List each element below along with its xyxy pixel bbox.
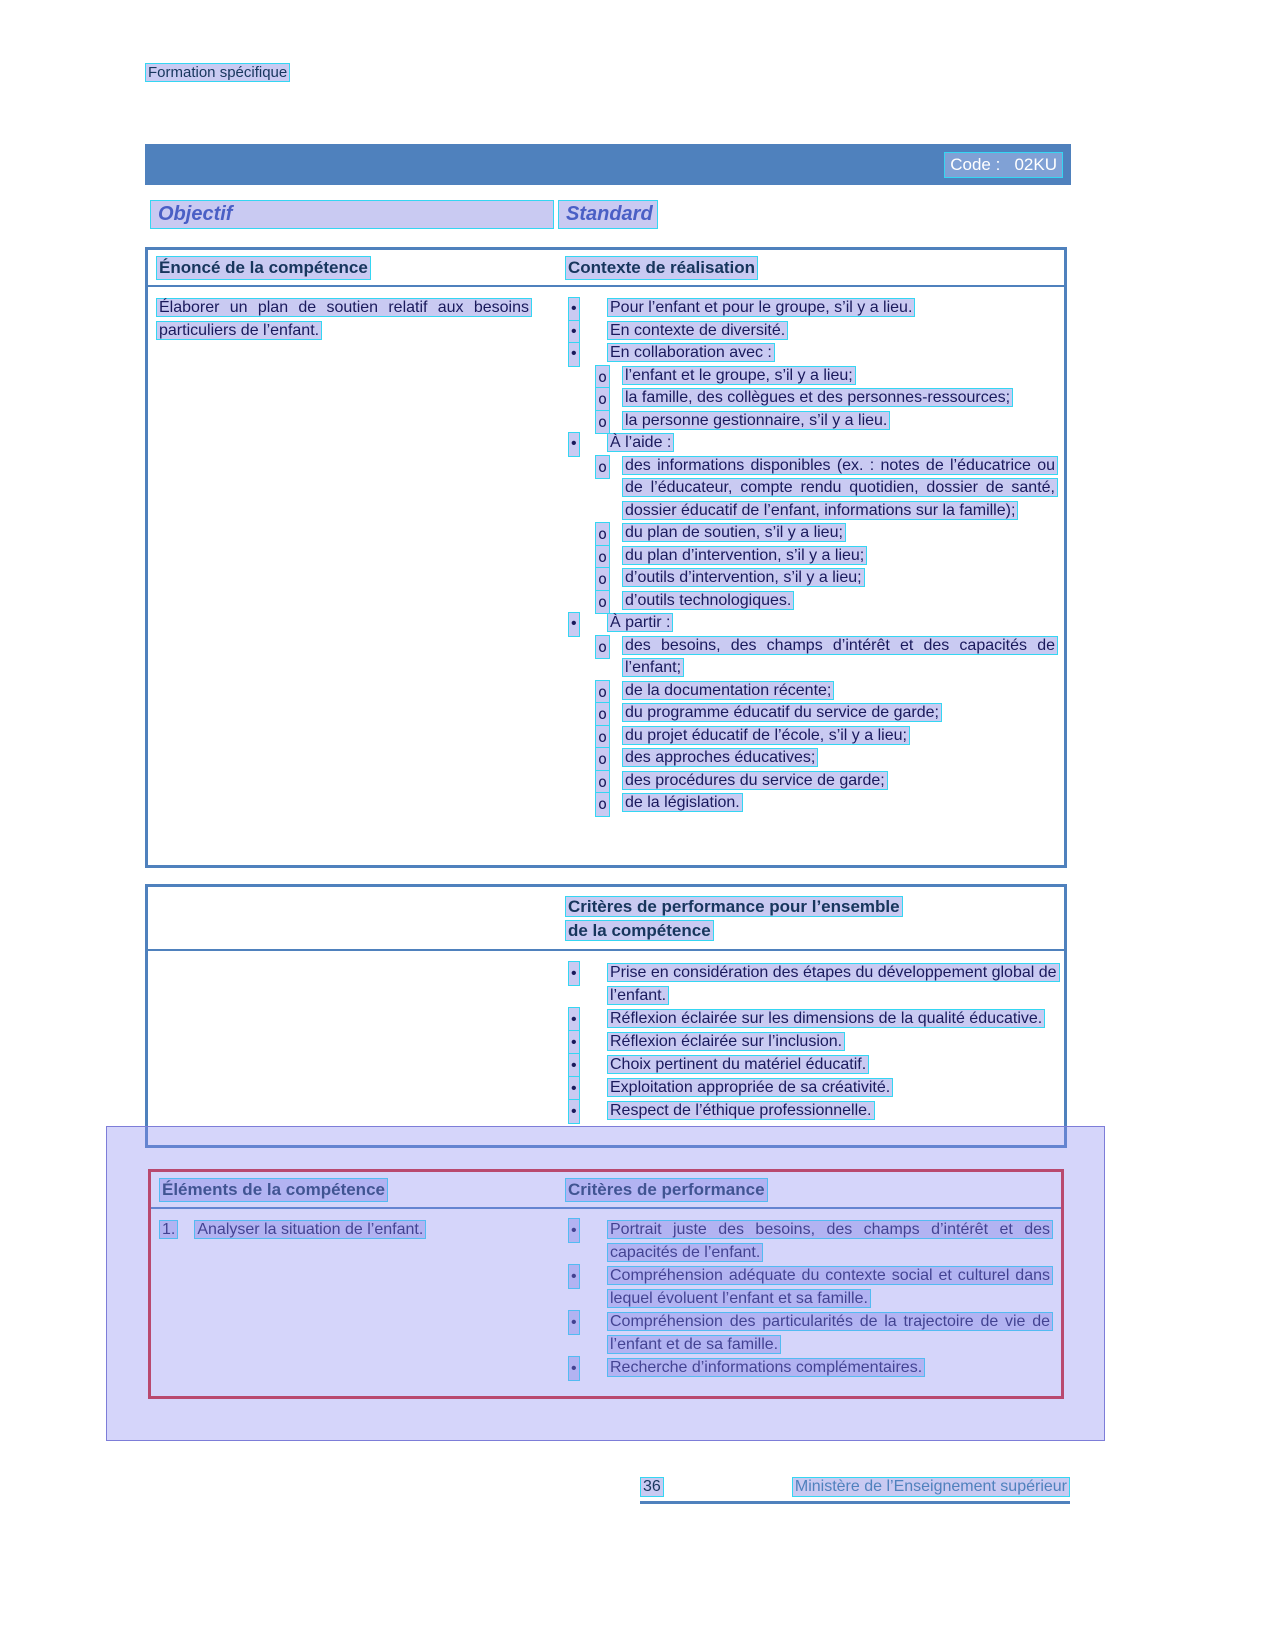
list-item-text: Réflexion éclairée sur l’inclusion.	[607, 1032, 845, 1051]
page-number: 36	[640, 1477, 664, 1497]
list-item-text: du plan de soutien, s’il y a lieu;	[622, 523, 846, 542]
bullet-icon: •	[568, 342, 580, 367]
circle-bullet-icon: o	[595, 410, 610, 435]
list-item-text: du plan d’intervention, s’il y a lieu;	[622, 546, 867, 565]
circle-bullet-icon: o	[595, 635, 610, 660]
criteres-ensemble-table	[145, 884, 1067, 1148]
circle-bullet-icon: o	[595, 747, 610, 772]
list-item	[565, 1310, 1053, 1356]
page-footer	[640, 1477, 1070, 1504]
list-subitem	[565, 365, 1058, 388]
circle-bullet-icon: o	[595, 680, 610, 705]
list-item-text: de la législation.	[622, 793, 743, 812]
list-item	[565, 1099, 1058, 1122]
bullet-icon: •	[568, 1076, 580, 1101]
circle-bullet-icon: o	[595, 455, 610, 480]
list-item	[565, 1053, 1058, 1076]
bullet-icon: •	[568, 961, 580, 986]
list-item	[565, 1007, 1058, 1030]
circle-bullet-icon: o	[595, 770, 610, 795]
list-item	[565, 1076, 1058, 1099]
bullet-icon: •	[568, 320, 580, 345]
list-item-text: des approches éducatives;	[622, 748, 818, 767]
element-text: Analyser la situation de l’enfant.	[194, 1220, 426, 1239]
bullet-icon: •	[568, 297, 580, 322]
circle-bullet-icon: o	[595, 545, 610, 570]
col-header-enonce: Énoncé de la compétence	[156, 256, 371, 280]
circle-bullet-icon: o	[595, 387, 610, 412]
list-item-text: À partir :	[607, 613, 673, 632]
list-item-text: En collaboration avec :	[607, 343, 775, 362]
list-item	[565, 612, 1058, 635]
list-subitem	[565, 702, 1058, 725]
bullet-icon: •	[568, 1007, 580, 1032]
list-subitem	[565, 680, 1058, 703]
bullet-icon: •	[568, 1053, 580, 1078]
elements-criteres-list	[565, 1218, 1053, 1379]
header-line: Critères de performance pour l’ensemble	[565, 896, 903, 917]
bullet-icon: •	[568, 1356, 580, 1381]
element-statement	[159, 1218, 426, 1241]
circle-bullet-icon: o	[595, 725, 610, 750]
list-subitem	[565, 635, 1058, 680]
table-header-row	[148, 250, 1064, 287]
contexte-list	[565, 297, 1058, 815]
bullet-icon: •	[568, 1218, 580, 1243]
circle-bullet-icon: o	[595, 522, 610, 547]
elements-table	[148, 1169, 1064, 1399]
list-item-text: de la documentation récente;	[622, 681, 834, 700]
ministry-label: Ministère de l’Enseignement supérieur	[792, 1477, 1070, 1497]
list-item	[565, 961, 1058, 1007]
list-item-text: l’enfant et le groupe, s’il y a lieu;	[622, 366, 856, 385]
list-subitem	[565, 770, 1058, 793]
list-item-text: En contexte de diversité.	[607, 321, 788, 340]
list-item	[565, 297, 1058, 320]
list-item	[565, 342, 1058, 365]
list-item-text: Pour l’enfant et pour le groupe, s’il y a lieu.	[607, 298, 915, 317]
competence-table	[145, 247, 1067, 868]
list-item-text: Recherche d’informations complémentaires.	[607, 1358, 925, 1377]
list-item-text: Portrait juste des besoins, des champs d’intérêt et des capacités de l’enfant.	[607, 1220, 1053, 1262]
bullet-icon: •	[568, 1264, 580, 1289]
standard-header: Standard	[558, 200, 658, 229]
list-item	[565, 1030, 1058, 1053]
list-subitem	[565, 455, 1058, 523]
list-item-text: du projet éducatif de l’école, s’il y a lieu;	[622, 726, 910, 745]
header-divider	[148, 949, 1064, 951]
list-item-text: des besoins, des champs d’intérêt et des capacités de l’enfant;	[622, 636, 1058, 678]
list-item-text: Respect de l’éthique professionnelle.	[607, 1101, 875, 1120]
circle-bullet-icon: o	[595, 702, 610, 727]
element-number: 1.	[159, 1220, 178, 1239]
list-subitem	[565, 590, 1058, 613]
objectif-standard-row	[150, 200, 658, 229]
table-header-row	[151, 1172, 1061, 1209]
list-subitem	[565, 725, 1058, 748]
bullet-icon: •	[568, 1099, 580, 1124]
list-subitem	[565, 545, 1058, 568]
list-item	[565, 320, 1058, 343]
competence-statement-text: Élaborer un plan de soutien relatif aux besoins particuliers de l’enfant.	[156, 298, 532, 340]
code-bar	[145, 144, 1071, 185]
objectif-header: Objectif	[150, 200, 554, 229]
bullet-icon: •	[568, 1310, 580, 1335]
list-subitem	[565, 747, 1058, 770]
bullet-icon: •	[568, 432, 580, 457]
list-item-text: Compréhension des particularités de la trajectoire de vie de l’enfant et de sa famille.	[607, 1312, 1053, 1354]
list-item	[565, 1264, 1053, 1310]
list-item-text: Réflexion éclairée sur les dimensions de la qualité éducative.	[607, 1009, 1045, 1028]
bullet-icon: •	[568, 612, 580, 637]
list-item	[565, 1218, 1053, 1264]
bullet-icon: •	[568, 1030, 580, 1055]
col-header-contexte: Contexte de réalisation	[565, 256, 758, 280]
col-header-criteres: Critères de performance	[565, 1178, 768, 1202]
list-item-text: Prise en considération des étapes du développement global de l’enfant.	[607, 963, 1060, 1005]
list-item-text: des procédures du service de garde;	[622, 771, 888, 790]
list-subitem	[565, 387, 1058, 410]
criteres-list	[565, 961, 1058, 1122]
list-item-text: la personne gestionnaire, s’il y a lieu.	[622, 411, 890, 430]
list-item-text: Exploitation appropriée de sa créativité.	[607, 1078, 893, 1097]
header-line: de la compétence	[565, 920, 714, 941]
list-item	[565, 432, 1058, 455]
list-item-text: Compréhension adéquate du contexte social et culturel dans lequel évoluent l’enfant et sa famille.	[607, 1266, 1053, 1308]
competence-statement	[156, 297, 532, 342]
list-subitem	[565, 792, 1058, 815]
code-label: Code : 02KU	[944, 152, 1063, 178]
list-item-text: d’outils d’intervention, s’il y a lieu;	[622, 568, 865, 587]
list-subitem	[565, 410, 1058, 433]
list-item-text: Choix pertinent du matériel éducatif.	[607, 1055, 869, 1074]
section-label: Formation spécifique	[145, 63, 290, 82]
criteres-ensemble-header	[565, 895, 903, 943]
circle-bullet-icon: o	[595, 792, 610, 817]
list-item-text: d’outils technologiques.	[622, 591, 794, 610]
circle-bullet-icon: o	[595, 365, 610, 390]
col-header-elements: Éléments de la compétence	[159, 1178, 388, 1202]
circle-bullet-icon: o	[595, 567, 610, 592]
circle-bullet-icon: o	[595, 590, 610, 615]
list-subitem	[565, 522, 1058, 545]
list-item-text: À l’aide :	[607, 433, 674, 452]
list-item-text: des informations disponibles (ex. : notes de l’éducatrice ou de l’éducateur, compte rendu quotidien, dossier de santé, dossier éducatif de l’enfant, informations sur la famille);	[622, 456, 1058, 520]
list-subitem	[565, 567, 1058, 590]
list-item-text: la famille, des collègues et des personnes-ressources;	[622, 388, 1013, 407]
list-item	[565, 1356, 1053, 1379]
list-item-text: du programme éducatif du service de garde;	[622, 703, 942, 722]
